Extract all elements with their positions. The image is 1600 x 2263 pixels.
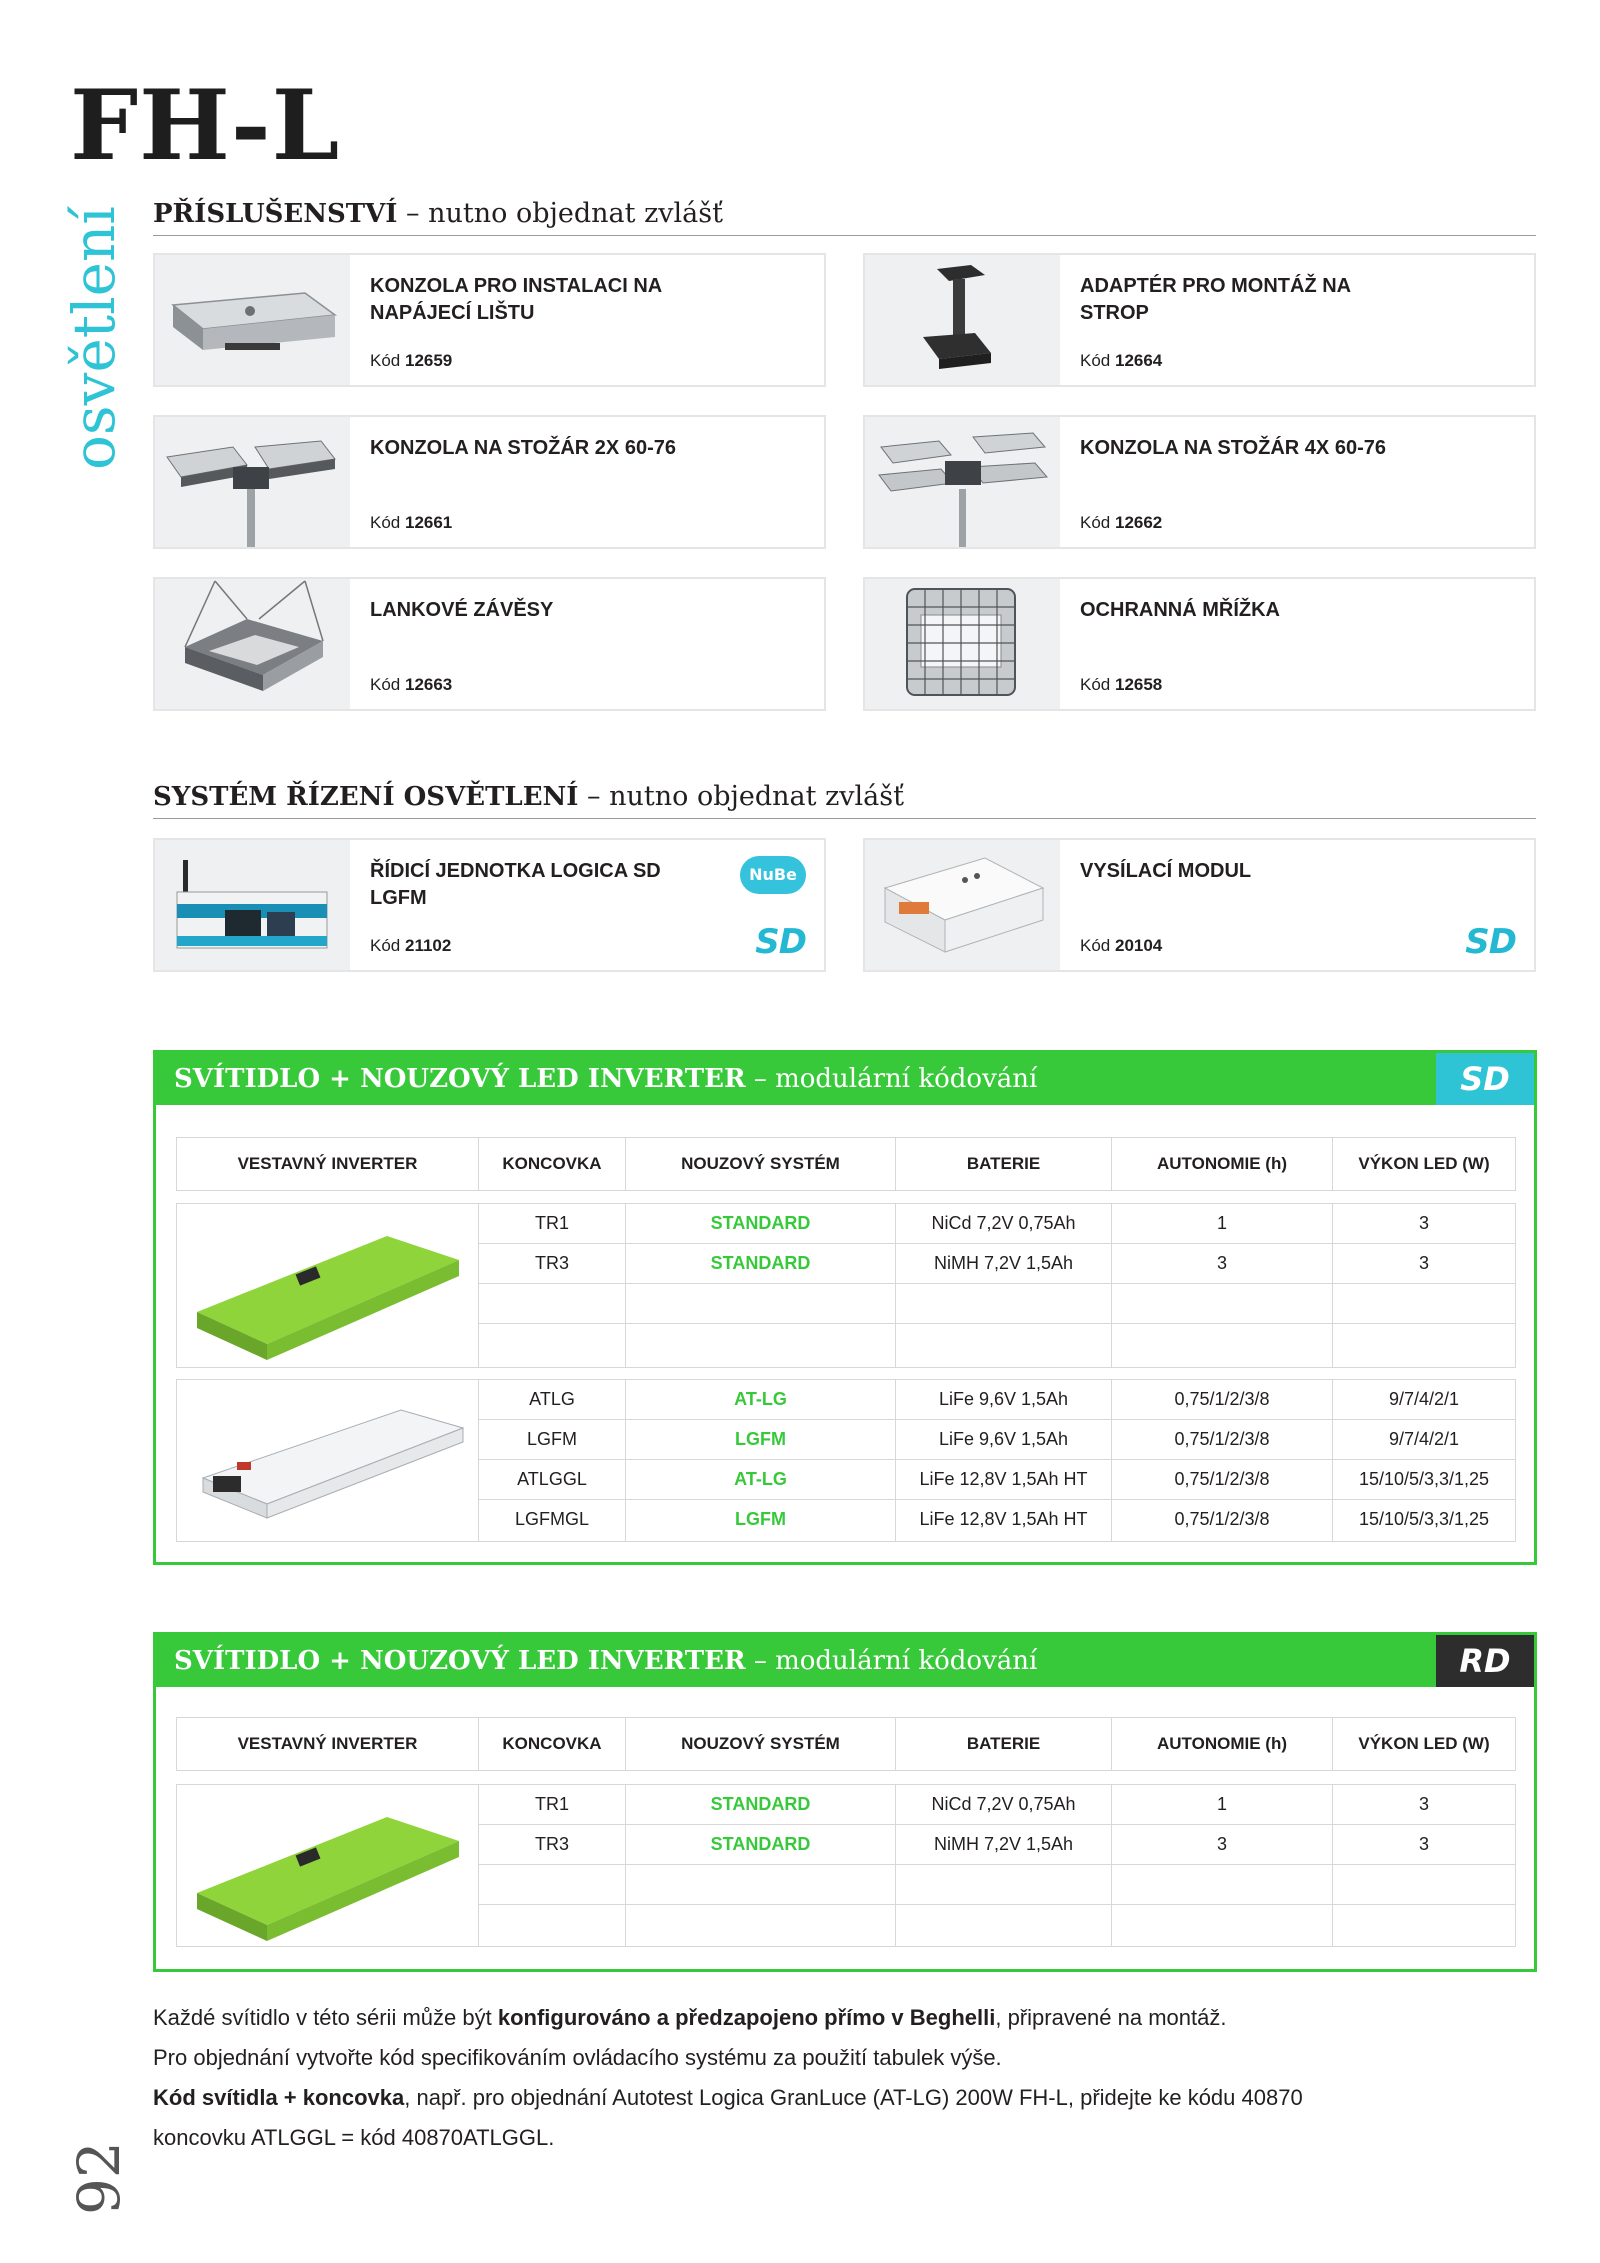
note-line: koncovku ATLGGL = kód 40870ATLGGL. (153, 2125, 555, 2150)
accessory-code: Kód 12661 (370, 513, 453, 532)
col-header: AUTONOMIE (h) (1112, 1718, 1333, 1770)
rd-table-title: SVÍTIDLO + NOUZOVÝ LED INVERTER – modulární kódování (156, 1635, 1436, 1687)
protective-grid-image (865, 579, 1060, 709)
control-name: VYSÍLACÍ MODUL (1080, 860, 1252, 882)
green-inverter-image (177, 1785, 479, 1946)
column-header-row (176, 1717, 1516, 1771)
accessory-name: LANKOVÉ ZÁVĚSY (370, 599, 554, 621)
table-row (479, 1324, 1515, 1367)
green-inverter-image (177, 1204, 479, 1367)
ceiling-adapter-image (865, 255, 1060, 385)
accessory-card[interactable] (153, 577, 826, 711)
accessories-heading-bold: PŘÍSLUŠENSTVÍ (153, 199, 398, 229)
accessories-heading-rest: – nutno objednat zvlášť (397, 198, 723, 229)
accessory-code: Kód 12659 (370, 351, 453, 370)
table-row: TR1 STANDARD NiCd 7,2V 0,75Ah 1 3 (479, 1785, 1515, 1825)
accessory-name: KONZOLA NA STOŽÁR 4X 60-76 (1080, 437, 1386, 459)
accessory-code: Kód 12664 (1080, 351, 1163, 370)
table-row: TR3 STANDARD NiMH 7,2V 1,5Ah 3 3 (479, 1825, 1515, 1865)
control-name: ŘÍDICÍ JEDNOTKA LOGICA SD LGFM (370, 860, 661, 909)
control-card[interactable] (863, 838, 1536, 972)
table-row: ATLGGL AT-LG LiFe 12,8V 1,5Ah HT 0,75/1/2/3/8 15/10/5/3,3/1,25 (479, 1460, 1515, 1500)
col-header: VÝKON LED (W) (1358, 1734, 1490, 1753)
table-row (479, 1284, 1515, 1324)
table-row: TR1 STANDARD NiCd 7,2V 0,75Ah 1 3 (479, 1204, 1515, 1244)
col-header: NOUZOVÝ SYSTÉM (626, 1138, 896, 1190)
col-header: KONCOVKA (479, 1718, 626, 1770)
control-card[interactable] (153, 838, 826, 972)
inverter-group (176, 1203, 1516, 1368)
accessory-name: KONZOLA NA STOŽÁR 2X 60-76 (370, 437, 676, 459)
accessory-card[interactable] (863, 253, 1536, 387)
col-header: KONCOVKA (479, 1138, 626, 1190)
accessory-name: KONZOLA PRO INSTALACI NA NAPÁJECÍ LIŠTU (370, 275, 662, 324)
table-row (479, 1905, 1515, 1946)
sd-coding-table (153, 1050, 1537, 1565)
ordering-note (153, 1998, 1453, 2158)
page-number: 92 (65, 2141, 133, 2215)
accessory-code: Kód 12663 (370, 675, 453, 694)
accessory-card[interactable] (863, 415, 1536, 549)
table-row: LGFMGL LGFM LiFe 12,8V 1,5Ah HT 0,75/1/2/3/8 15/10/5/3,3/1,25 (479, 1500, 1515, 1541)
control-heading-bold: SYSTÉM ŘÍZENÍ OSVĚTLENÍ (153, 782, 579, 812)
track-bracket-image (155, 255, 350, 385)
pole-bracket-4x-image (865, 417, 1060, 547)
inverter-group (176, 1784, 1516, 1947)
sd-table-title: SVÍTIDLO + NOUZOVÝ LED INVERTER – modulární kódování (156, 1053, 1436, 1105)
note-line: Každé svítidlo v této sérii může být konfigurováno a předzapojeno přímo v Beghelli, připravené na montáž. (153, 2005, 1227, 2030)
col-header: VÝKON LED (W) (1358, 1154, 1490, 1173)
sd-logo: SD (755, 922, 806, 962)
sd-badge: SD (1436, 1053, 1534, 1105)
accessory-card[interactable] (153, 253, 826, 387)
col-header: VESTAVNÝ INVERTER (177, 1718, 479, 1770)
transmitter-module-image (865, 840, 1060, 970)
table-row: LGFM LGFM LiFe 9,6V 1,5Ah 0,75/1/2/3/8 9/7/4/2/1 (479, 1420, 1515, 1460)
col-header: VESTAVNÝ INVERTER (177, 1138, 479, 1190)
table-row (479, 1865, 1515, 1905)
logica-control-unit-image (155, 840, 350, 970)
category-label: osvětlení (60, 206, 128, 470)
rd-coding-table (153, 1632, 1537, 1972)
accessory-card[interactable] (153, 415, 826, 549)
accessory-card[interactable] (863, 577, 1536, 711)
inverter-group (176, 1379, 1516, 1542)
table-row: ATLG AT-LG LiFe 9,6V 1,5Ah 0,75/1/2/3/8 9/7/4/2/1 (479, 1380, 1515, 1420)
column-header-row (176, 1137, 1516, 1191)
col-header: NOUZOVÝ SYSTÉM (626, 1718, 896, 1770)
accessories-heading (153, 196, 1536, 236)
accessory-code: Kód 12658 (1080, 675, 1163, 694)
col-header: BATERIE (896, 1138, 1112, 1190)
white-inverter-image (177, 1380, 479, 1541)
accessory-name: OCHRANNÁ MŘÍŽKA (1080, 599, 1280, 621)
control-code: Kód 21102 (370, 936, 452, 955)
accessory-code: Kód 12662 (1080, 513, 1163, 532)
col-header: AUTONOMIE (h) (1112, 1138, 1333, 1190)
nube-logo: NuBe (740, 856, 806, 894)
note-line: Pro objednání vytvořte kód specifikováním ovládacího systému za použití tabulek výše. (153, 2045, 1002, 2070)
table-row: TR3 STANDARD NiMH 7,2V 1,5Ah 3 3 (479, 1244, 1515, 1284)
col-header: BATERIE (896, 1718, 1112, 1770)
accessory-name: ADAPTÉR PRO MONTÁŽ NA STROP (1080, 275, 1351, 324)
control-heading (153, 779, 1536, 819)
pole-bracket-2x-image (155, 417, 350, 547)
sd-logo: SD (1465, 922, 1516, 962)
note-line: Kód svítidla + koncovka, např. pro objednání Autotest Logica GranLuce (AT-LG) 200W FH-L, přidejte ke kódu 40870 (153, 2085, 1303, 2110)
control-code: Kód 20104 (1080, 936, 1163, 955)
control-heading-rest: – nutno objednat zvlášť (578, 781, 904, 812)
page-title: FH-L (70, 69, 341, 182)
cable-suspension-image (155, 579, 350, 709)
rd-badge: RD (1436, 1635, 1534, 1687)
